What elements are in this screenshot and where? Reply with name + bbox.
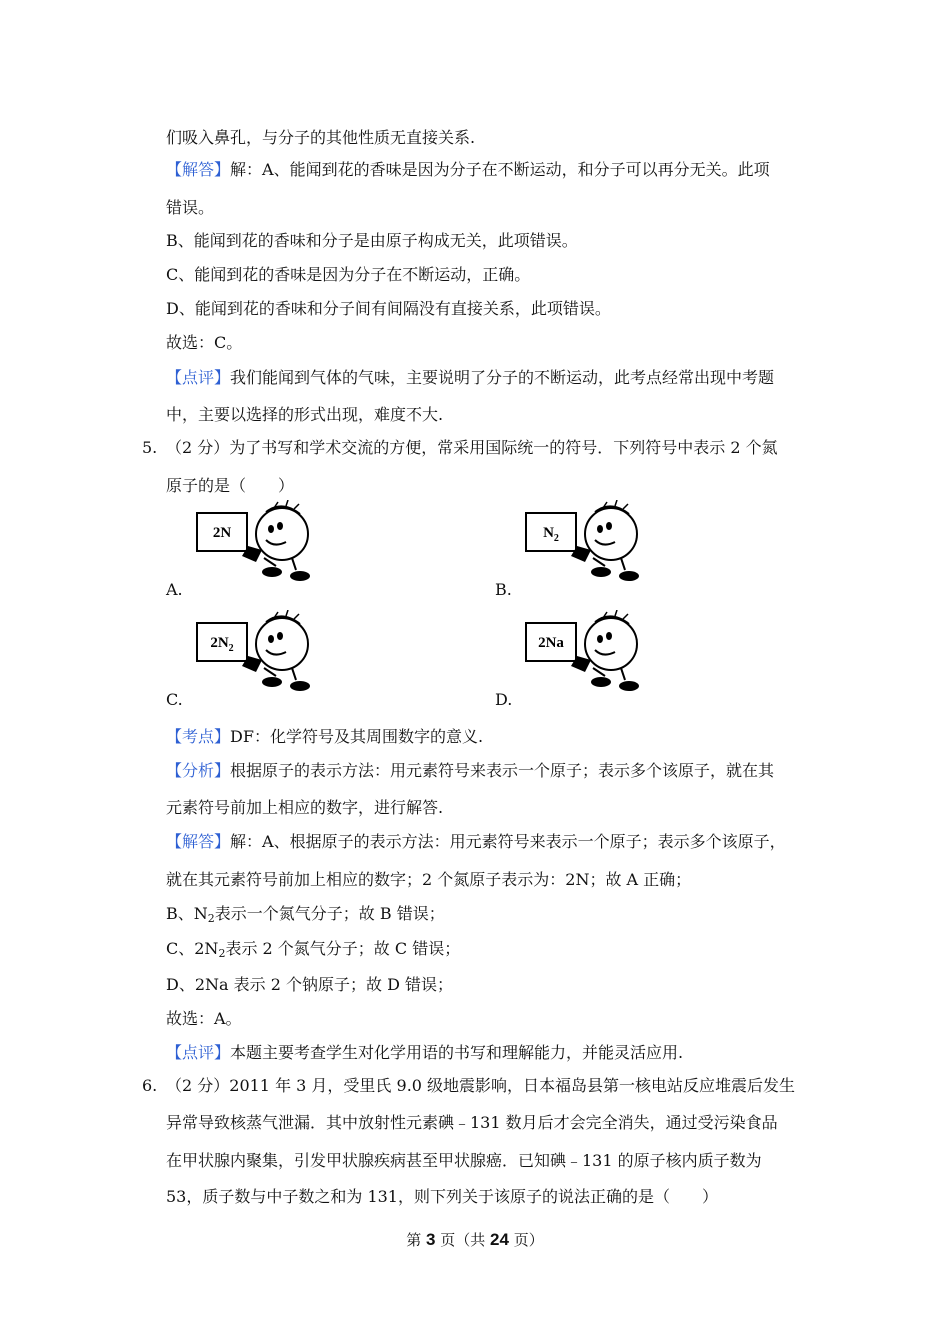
option-b[interactable] xyxy=(495,500,655,600)
q6-line-4: 53，质子数与中子数之和为 131，则下列关于该原子的说法正确的是（ ） xyxy=(166,1187,718,1206)
q6-line-1: （2 分）2011 年 3 月，受里氏 9.0 级地震影响，日本福岛县第一核电站反应堆震后发生 xyxy=(166,1076,796,1095)
option-letter: D. xyxy=(495,690,513,709)
fenxi-text: 根据原子的表示方法：用元素符号来表示一个原子；表示多个该原子，就在其 xyxy=(230,761,775,780)
q4-line-6: 故选：C。 xyxy=(166,333,243,352)
q5-fenxi-1 xyxy=(166,761,774,781)
q5-dianping xyxy=(166,1043,683,1063)
q4-line-4: C、能闻到花的香味是因为分子在不断运动，正确。 xyxy=(166,265,531,284)
q4-line-0: 们吸入鼻孔，与分子的其他性质无直接关系. xyxy=(166,128,476,147)
q6-number: 6. xyxy=(142,1076,158,1095)
sign-label: $N_2$ xyxy=(543,525,559,544)
q5-jieda-2: 就在其元素符号前加上相应的数字；2 个氮原子表示为：2N；故 A 正确； xyxy=(166,870,692,889)
dianping-text: 本题主要考查学生对化学用语的书写和理解能力，并能灵活应用. xyxy=(230,1043,684,1062)
q5-kaodian xyxy=(166,727,483,747)
option-letter: C. xyxy=(166,690,183,709)
q5-choose: 故选：A。 xyxy=(166,1009,242,1028)
jieda-text: 解：A、根据原子的表示方法：用元素符号来表示一个原子；表示多个该原子， xyxy=(230,832,786,851)
q6-line-2: 异常导致核蒸气泄漏．其中放射性元素碘﹣131 数月后才会完全消失，通过受污染食品 xyxy=(166,1113,778,1132)
cartoon-sign-figure-icon xyxy=(525,610,655,700)
q4-line-2: 错误。 xyxy=(166,198,215,217)
cartoon-sign-figure-icon xyxy=(196,500,326,590)
kaodian-tag: 【考点】 xyxy=(166,727,231,746)
total-pages: 24 xyxy=(490,1230,509,1249)
cartoon-sign-figure-icon xyxy=(525,500,655,590)
q5-option-d-explain: D、2Na 表示 2 个钠原子；故 D 错误； xyxy=(166,975,453,994)
q4-review-line-2: 中，主要以选择的形式出现，难度不大. xyxy=(166,405,444,424)
dianping-tag: 【点评】 xyxy=(166,1043,231,1062)
q4-line-5: D、能闻到花的香味和分子间有间隔没有直接关系，此项错误。 xyxy=(166,299,611,318)
q5-stem-1: （2 分）为了书写和学术交流的方便，常采用国际统一的符号．下列符号中表示 2 个氮 xyxy=(166,438,778,457)
review-tag: 【点评】 xyxy=(166,368,231,387)
q5-jieda-1 xyxy=(166,832,786,852)
q5-option-c-explain: C、$2N_2$表示 2 个氮气分子；故 C 错误； xyxy=(166,939,461,960)
option-d[interactable] xyxy=(495,610,655,710)
option-letter: B. xyxy=(495,580,512,599)
q4-answer-line-1 xyxy=(166,160,770,180)
q5-number: 5. xyxy=(142,438,158,457)
page-footer: 第 3 页（共 24 页） xyxy=(406,1230,544,1249)
sign-label: 2Na xyxy=(538,635,564,651)
option-letter: A. xyxy=(166,580,183,599)
cartoon-sign-figure-icon xyxy=(196,610,326,700)
q5-stem-2: 原子的是（ ） xyxy=(166,476,295,495)
q5-fenxi-2: 元素符号前加上相应的数字，进行解答. xyxy=(166,798,444,817)
q6-line-3: 在甲状腺内聚集，引发甲状腺疾病甚至甲状腺癌．已知碘﹣131 的原子核内质子数为 xyxy=(166,1151,762,1170)
fenxi-tag: 【分析】 xyxy=(166,761,231,780)
q4-review-line-1 xyxy=(166,368,774,388)
option-a[interactable] xyxy=(166,500,326,600)
kaodian-text: DF：化学符号及其周围数字的意义. xyxy=(230,727,484,746)
option-c[interactable] xyxy=(166,610,326,710)
sign-label: 2N xyxy=(212,525,232,541)
sign-label: $2N_2$ xyxy=(210,635,234,654)
q4-review-text: 我们能闻到气体的气味，主要说明了分子的不断运动，此考点经常出现中考题 xyxy=(230,368,775,387)
page-number: 3 xyxy=(426,1230,436,1249)
q5-option-b-explain: B、$N_2$表示一个氮气分子；故 B 错误； xyxy=(166,904,445,925)
answer-tag: 【解答】 xyxy=(166,160,231,179)
q4-line-3: B、能闻到花的香味和分子是由原子构成无关，此项错误。 xyxy=(166,231,578,250)
jieda-tag: 【解答】 xyxy=(166,832,231,851)
q4-answer-text: 解：A、能闻到花的香味是因为分子在不断运动，和分子可以再分无关。此项 xyxy=(230,160,770,179)
